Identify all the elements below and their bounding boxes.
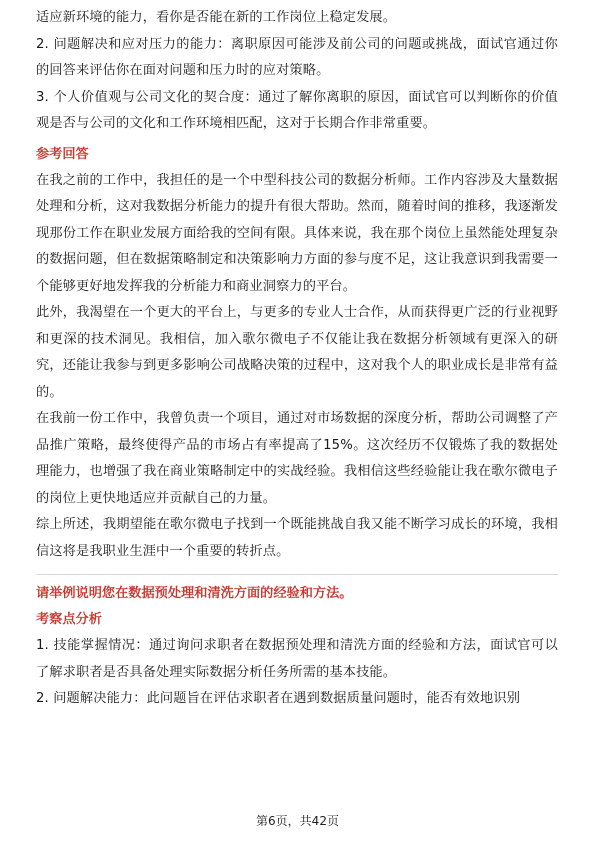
paragraph-adapt: 适应新环境的能力，看你是否能在新的工作岗位上稳定发展。	[36, 10, 397, 25]
page-number: 第6页，共42页	[256, 814, 339, 828]
analysis-item-2: 2. 问题解决能力：此问题旨在评估求职者在遇到数据质量问题时，能否有效地识别	[36, 691, 521, 706]
list-item-problem-solving: 2. 问题解决和应对压力的能力：离职原因可能涉及前公司的问题或挑战，面试官通过你的回答来评估你在面对问题和压力时的应对策略。	[36, 36, 558, 78]
answer-paragraph-2: 此外，我渴望在一个更大的平台上，与更多的专业人士合作，从而获得更广泛的行业视野和更深的技术洞见。我相信，加入歌尔微电子不仅能让我在数据分析领域有更深入的研究，还能让我参与到更多影响公司战略决策的过程中，这对我个人的职业成长是非常有益的。	[36, 305, 558, 400]
list-item-values: 3. 个人价值观与公司文化的契合度：通过了解你离职的原因，面试官可以判断你的价值观是否与公司的文化和工作环境相匹配，这对于长期合作非常重要。	[36, 89, 558, 131]
analysis-item-1: 1. 技能掌握情况：通过询问求职者在数据预处理和清洗方面的经验和方法，面试官可以了解求职者是否具备处理实际数据分析任务所需的基本技能。	[36, 638, 558, 680]
answer-paragraph-3: 在我前一份工作中，我曾负责一个项目，通过对市场数据的深度分析，帮助公司调整了产品推广策略，最终使得产品的市场占有率提高了15%。这次经历不仅锻炼了我的数据处理能力，也增强了我在商业策略制定中的实战经验。我相信这些经验能让我在歌尔微电子的岗位上更快地适应并贡献自己的力量。	[36, 411, 558, 506]
section-divider	[36, 574, 558, 575]
analysis-heading: 考察点分析	[36, 612, 102, 627]
document-page	[36, 0, 558, 713]
answer-paragraph-4: 综上所述，我期望能在歌尔微电子找到一个既能挑战自我又能不断学习成长的环境，我相信这将是我职业生涯中一个重要的转折点。	[36, 517, 558, 559]
reference-answer-heading: 参考回答	[36, 146, 89, 162]
question-title: 请举例说明您在数据预处理和清洗方面的经验和方法。	[36, 586, 353, 601]
answer-paragraph-1: 在我之前的工作中，我担任的是一个中型科技公司的数据分析师。工作内容涉及大量数据处理和分析，这对我数据分析能力的提升有很大帮助。然而，随着时间的推移，我逐渐发现那份工作在职业发展方面给我的空间有限。具体来说，我在那个岗位上虽然能处理复杂的数据问题，但在数据策略制定和决策影响力方面的参与度不足，这让我意识到我需要一个能够更好地发挥我的分析能力和商业洞察力的平台。	[36, 172, 558, 294]
